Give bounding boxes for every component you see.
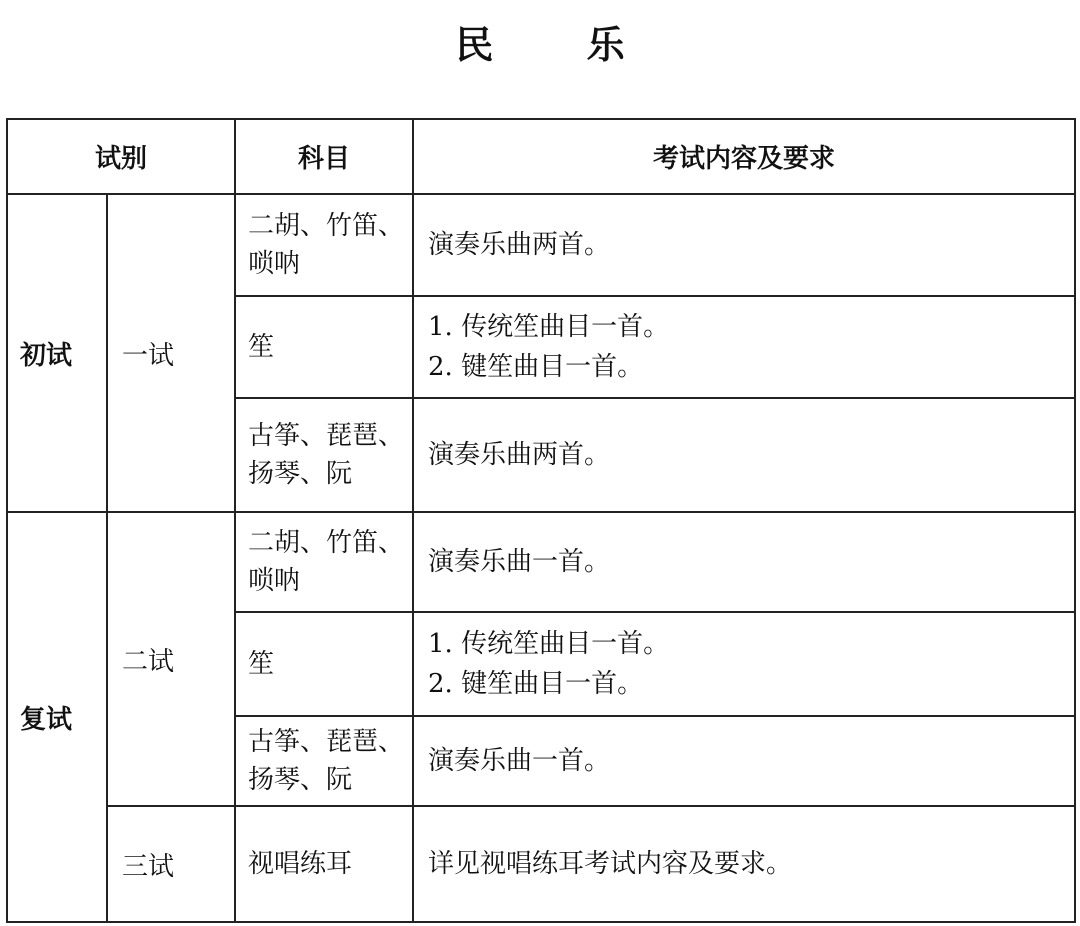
content-line: 演奏乐曲一首。 (428, 547, 611, 577)
content-line: 演奏乐曲一首。 (428, 746, 611, 776)
content-line: 1. 传统笙曲目一首。 (428, 629, 670, 659)
subject-cell: 笙 (235, 612, 413, 716)
header-subject: 科目 (235, 119, 413, 194)
subject-line: 唢呐 (248, 249, 301, 279)
subject-line: 二胡、竹笛、 (248, 528, 405, 558)
page-title: 民 乐 (455, 23, 665, 67)
subject-cell (235, 716, 413, 806)
header-content: 考试内容及要求 (413, 119, 1075, 194)
content-cell (413, 612, 1075, 716)
subject-line: 古筝、琵琶、 (248, 421, 405, 451)
session-cell-third: 三试 (107, 806, 235, 922)
content-cell (413, 398, 1075, 512)
subject-cell: 笙 (235, 296, 413, 398)
session-cell-second: 二试 (107, 512, 235, 806)
table-row (7, 806, 1075, 922)
subject-cell (235, 398, 413, 512)
subject-cell: 视唱练耳 (235, 806, 413, 922)
content-cell (413, 194, 1075, 296)
content-cell (413, 512, 1075, 612)
content-line: 2. 键笙曲目一首。 (428, 352, 644, 382)
content-line: 演奏乐曲两首。 (428, 440, 611, 470)
content-line: 演奏乐曲两首。 (428, 230, 611, 260)
content-cell (413, 716, 1075, 806)
content-line: 详见视唱练耳考试内容及要求。 (428, 849, 793, 879)
content-cell (413, 806, 1075, 922)
subject-line: 扬琴、阮 (248, 765, 353, 795)
exam-requirements-table (6, 118, 1076, 923)
session-cell-first: 一试 (107, 194, 235, 512)
subject-line: 唢呐 (248, 566, 301, 596)
subject-line: 古筝、琵琶、 (248, 727, 405, 757)
subject-line: 扬琴、阮 (248, 459, 353, 489)
round-cell-final: 复试 (7, 512, 107, 922)
subject-line: 二胡、竹笛、 (248, 211, 405, 241)
subject-cell (235, 194, 413, 296)
header-round: 试别 (7, 119, 235, 194)
subject-cell (235, 512, 413, 612)
table-row (7, 512, 1075, 612)
round-cell-prelim: 初试 (7, 194, 107, 512)
table-row (7, 194, 1075, 296)
content-line: 2. 键笙曲目一首。 (428, 669, 644, 699)
content-line: 1. 传统笙曲目一首。 (428, 312, 670, 342)
content-cell (413, 296, 1075, 398)
table-header-row (7, 119, 1075, 194)
